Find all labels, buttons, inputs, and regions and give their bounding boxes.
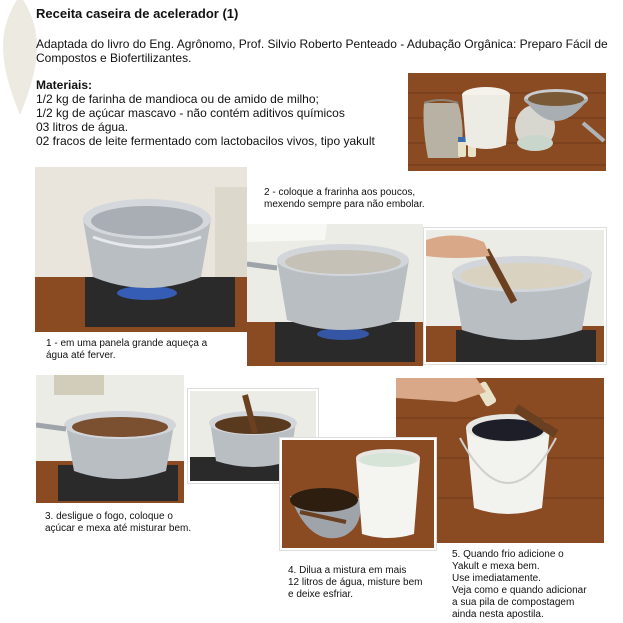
caption-line: a sua pila de compostagem <box>452 597 575 608</box>
caption-line: Yakult e mexa bem. <box>452 561 540 572</box>
step3-caption <box>45 511 191 535</box>
step4-caption <box>288 565 423 601</box>
step3-photo <box>36 375 184 503</box>
materials-item: 02 fracos de leite fermentado com lactobacilos vivos, tipo yakult <box>36 134 375 148</box>
step1-caption <box>46 338 207 362</box>
caption-line: água até ferver. <box>46 350 116 361</box>
materials-item: 03 litros de água. <box>36 120 129 134</box>
page-title: Receita caseira de acelerador (1) <box>36 6 239 21</box>
caption-line: 3. desligue o fogo, coloque o <box>45 511 173 522</box>
caption-line: 1 - em uma panela grande aqueça a <box>46 338 208 349</box>
materials-title: Materiais: <box>36 78 93 92</box>
ingredients-photo <box>408 73 606 171</box>
step4-photo <box>280 438 436 550</box>
caption-line: 4. Dilua a mistura em mais <box>288 565 407 576</box>
step2-caption <box>264 187 425 211</box>
caption-line: mexendo sempre para não embolar. <box>264 199 425 210</box>
materials-list <box>36 92 375 148</box>
step2-photo <box>247 224 423 366</box>
step1-photo <box>35 167 247 332</box>
materials-item: 1/2 kg de açúcar mascavo - não contém aditivos químicos <box>36 106 345 120</box>
step5-caption <box>452 549 587 621</box>
caption-line: 12 litros de água, misture bem <box>288 577 423 588</box>
caption-line: açúcar e mexa até misturar bem. <box>45 523 192 534</box>
caption-line: ainda nesta apostila. <box>452 609 544 620</box>
caption-line: 5. Quando frio adicione o <box>452 549 564 560</box>
caption-line: e deixe esfriar. <box>288 589 354 600</box>
page-subtitle: Adaptada do livro do Eng. Agrônomo, Prof. Silvio Roberto Penteado - Adubação Orgânica: Preparo Fácil de Compostos e Biofertilizantes. <box>36 37 608 65</box>
caption-line: Veja como e quando adicionar <box>452 585 587 596</box>
caption-line: Use imediatamente. <box>452 573 541 584</box>
step2-stirring-photo <box>424 228 606 364</box>
materials-item: 1/2 kg de farinha de mandioca ou de amido de milho; <box>36 92 319 106</box>
caption-line: 2 - coloque a frarinha aos poucos, <box>264 187 416 198</box>
